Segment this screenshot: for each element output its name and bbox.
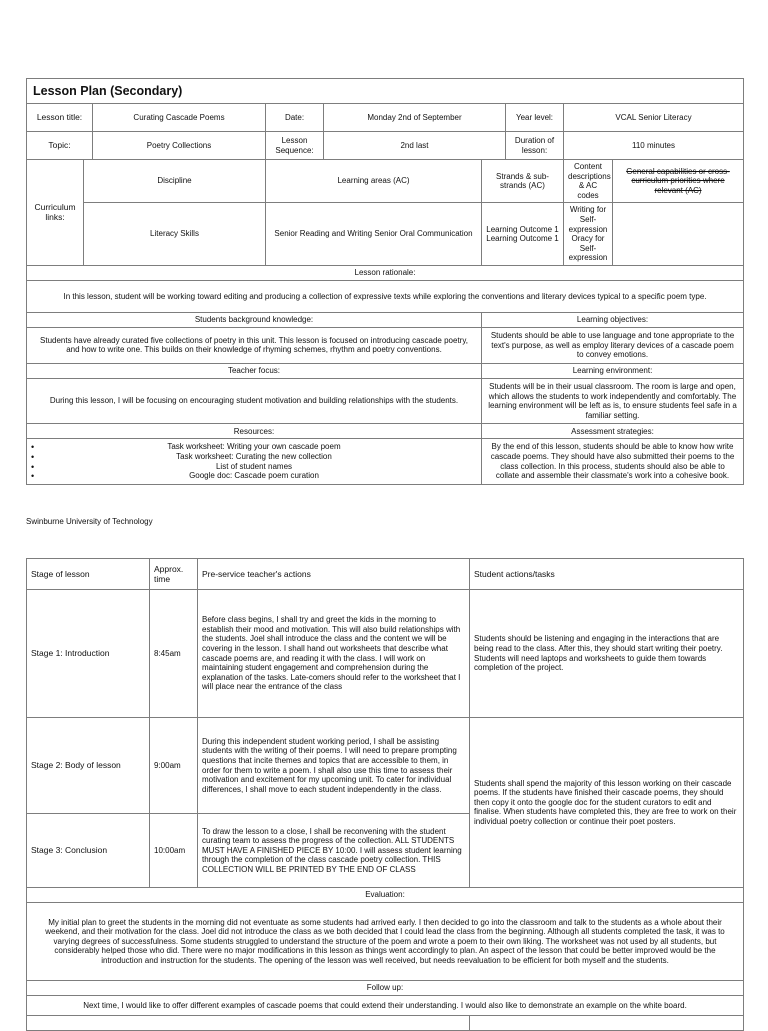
duration-label: Duration of lesson: bbox=[506, 132, 564, 160]
strands-header: Strands & sub-strands (AC) bbox=[482, 160, 564, 203]
evaluation-text: My initial plan to greet the students in the morning did not eventuate as some students had arrived early. I then decided to go into the classroom and talk to the students as a whole about their weekend, and their motivation for the class. Joel did not introduce the class as we both decided that I could lead the class from the beginning. Although all students completed the task, it was to varying degrees of successfulness. Some students struggled to understand the structure of the poem and wrote a poem to their own liking. The worksheet was not used by all students, but considerably helped those who did. There were no major modifications in this lesson as things went accordingly to plan. An aspect of the lesson that could be better improved would be the introduction and instruction for the students. The opening of the lesson was well received, but needs reevaluation to be efficient for both myself and the students. bbox=[27, 903, 744, 981]
resources-list bbox=[33, 442, 475, 480]
stage-2-name: Stage 2: Body of lesson bbox=[27, 718, 150, 814]
resource-item: • Task worksheet: Curating the new collection bbox=[33, 452, 475, 462]
duration-value: 110 minutes bbox=[564, 132, 744, 160]
background-label: Students background knowledge: bbox=[27, 312, 482, 327]
follow-up-label: Follow up: bbox=[27, 981, 744, 996]
resources-cell bbox=[27, 439, 482, 484]
stage-3-name: Stage 3: Conclusion bbox=[27, 814, 150, 888]
resource-item: • Task worksheet: Writing your own cascade poem bbox=[33, 442, 475, 452]
lesson-stages-table bbox=[26, 558, 744, 1031]
lesson-title-value: Curating Cascade Poems bbox=[93, 104, 266, 132]
time-header: Approx. time bbox=[150, 559, 198, 590]
university-footer: Swinburne University of Technology bbox=[26, 517, 153, 526]
teacher-focus-label: Teacher focus: bbox=[27, 363, 482, 378]
learning-areas-header: Learning areas (AC) bbox=[266, 160, 482, 203]
discipline-header: Discipline bbox=[84, 160, 266, 203]
resource-item: • Google doc: Cascade poem curation bbox=[33, 471, 475, 481]
topic-value: Poetry Collections bbox=[93, 132, 266, 160]
topic-label: Topic: bbox=[27, 132, 93, 160]
discipline-value: Literacy Skills bbox=[84, 203, 266, 266]
stage-1-student-actions: Students should be listening and engaging in the interactions that are being read to the class. After this, they should start writing their poetry. Students will need laptops and worksheets to guide them towards completion of the project. bbox=[470, 590, 744, 718]
lesson-plan-title: Lesson Plan (Secondary) bbox=[27, 79, 744, 104]
teacher-actions-header: Pre-service teacher's actions bbox=[198, 559, 470, 590]
empty-cell-right bbox=[470, 1016, 744, 1031]
teacher-focus-text: During this lesson, I will be focusing on encouraging student motivation and building relationships with the students. bbox=[27, 378, 482, 423]
student-actions-header: Student actions/tasks bbox=[470, 559, 744, 590]
lesson-sequence-value: 2nd last bbox=[324, 132, 506, 160]
assessment-text: By the end of this lesson, students should be able to know how write cascade poems. They should have also submitted their poems to the class collection. In this process, students should also be able to collate and assemble their classmate's work into a cohesive book. bbox=[482, 439, 744, 484]
date-label: Date: bbox=[266, 104, 324, 132]
stage-2-student-actions: Students shall spend the majority of this lesson working on their cascade poems. If the students have finished their cascade poems, they should then copy it onto the google doc for the student curators to edit and finalise. When students have completed this, they are free to work on their individual poetry collection or continue their poet posters. bbox=[470, 718, 744, 888]
general-capabilities-header: General capabilities or cross-curriculum priorities where relevant (AC) bbox=[613, 160, 744, 203]
year-level-value: VCAL Senior Literacy bbox=[564, 104, 744, 132]
lesson-plan-table bbox=[26, 78, 744, 485]
evaluation-label: Evaluation: bbox=[27, 888, 744, 903]
stage-1-teacher-actions: Before class begins, I shall try and greet the kids in the morning to establish their mood and motivation. This will also build relationships with the students. Joel shall introduce the class and the content we will be covering in the lesson. I shall hand out worksheets that describe what cascade poems are, and reading it with the class. I will work on maintaining student engagement and comprehension during the explanation of the tasks. Late-comers should refer to the worksheet that I will place near the entrance of the class bbox=[198, 590, 470, 718]
learning-areas-value: Senior Reading and Writing Senior Oral Communication bbox=[266, 203, 482, 266]
rationale-label: Lesson rationale: bbox=[27, 265, 744, 280]
stage-header: Stage of lesson bbox=[27, 559, 150, 590]
objectives-label: Learning objectives: bbox=[482, 312, 744, 327]
background-text: Students have already curated five collections of poetry in this unit. This lesson is focused on introducing cascade poetry, and how to write one. This builds on their knowledge of rhyming schemes, rhythm and poetry conventions. bbox=[27, 327, 482, 363]
environment-text: Students will be in their usual classroom. The room is large and open, which allows the students to work independently and comfortably. The learning environment will be left as is, to ensure students feel safe in a familiar setting. bbox=[482, 378, 744, 423]
stage-2-time: 9:00am bbox=[150, 718, 198, 814]
follow-up-text: Next time, I would like to offer different examples of cascade poems that could extend their understanding. I would also like to demonstrate an example on the white board. bbox=[27, 996, 744, 1016]
assessment-label: Assessment strategies: bbox=[482, 424, 744, 439]
resource-item: • List of student names bbox=[33, 462, 475, 472]
date-value: Monday 2nd of September bbox=[324, 104, 506, 132]
stage-1-name: Stage 1: Introduction bbox=[27, 590, 150, 718]
content-descriptions-value: Writing for Self-expression Oracy for Self-expression bbox=[564, 203, 613, 266]
objectives-text: Students should be able to use language and tone appropriate to the text's purpose, as well as employ literary devices of a cascade poem to convey emotions. bbox=[482, 327, 744, 363]
environment-label: Learning environment: bbox=[482, 363, 744, 378]
stage-3-teacher-actions: To draw the lesson to a close, I shall be reconvening with the student curating team to assess the progress of the collection. ALL STUDENTS MUST HAVE A FINISHED PIECE BY 10:00. I will assess student learning through the completion of the class cascade poetry collection. THIS COLLECTION WILL BE PRINTED BY THE END OF CLASS bbox=[198, 814, 470, 888]
general-capabilities-value bbox=[613, 203, 744, 266]
stage-3-time: 10:00am bbox=[150, 814, 198, 888]
year-level-label: Year level: bbox=[506, 104, 564, 132]
stage-1-time: 8:45am bbox=[150, 590, 198, 718]
rationale-text: In this lesson, student will be working toward editing and producing a collection of expressive texts while exploring the conventions and literary devices typical to a specific poem type. bbox=[27, 280, 744, 312]
lesson-title-label: Lesson title: bbox=[27, 104, 93, 132]
empty-cell-left bbox=[27, 1016, 470, 1031]
lesson-sequence-label: Lesson Sequence: bbox=[266, 132, 324, 160]
strands-value: Learning Outcome 1 Learning Outcome 1 bbox=[482, 203, 564, 266]
curriculum-links-label: Curriculum links: bbox=[27, 160, 84, 266]
stage-2-teacher-actions: During this independent student working period, I shall be assisting students with the writing of their poems. I will need to prepare prompting questions that incite themes and topics that are accessible to them, in order for them to write a poem. I shall also use this time to assess their motivation and excitement for my upcoming unit. To cater for individual differences, I shall move to each student independently in the class. bbox=[198, 718, 470, 814]
content-descriptions-header: Content descriptions & AC codes bbox=[564, 160, 613, 203]
resources-label: Resources: bbox=[27, 424, 482, 439]
